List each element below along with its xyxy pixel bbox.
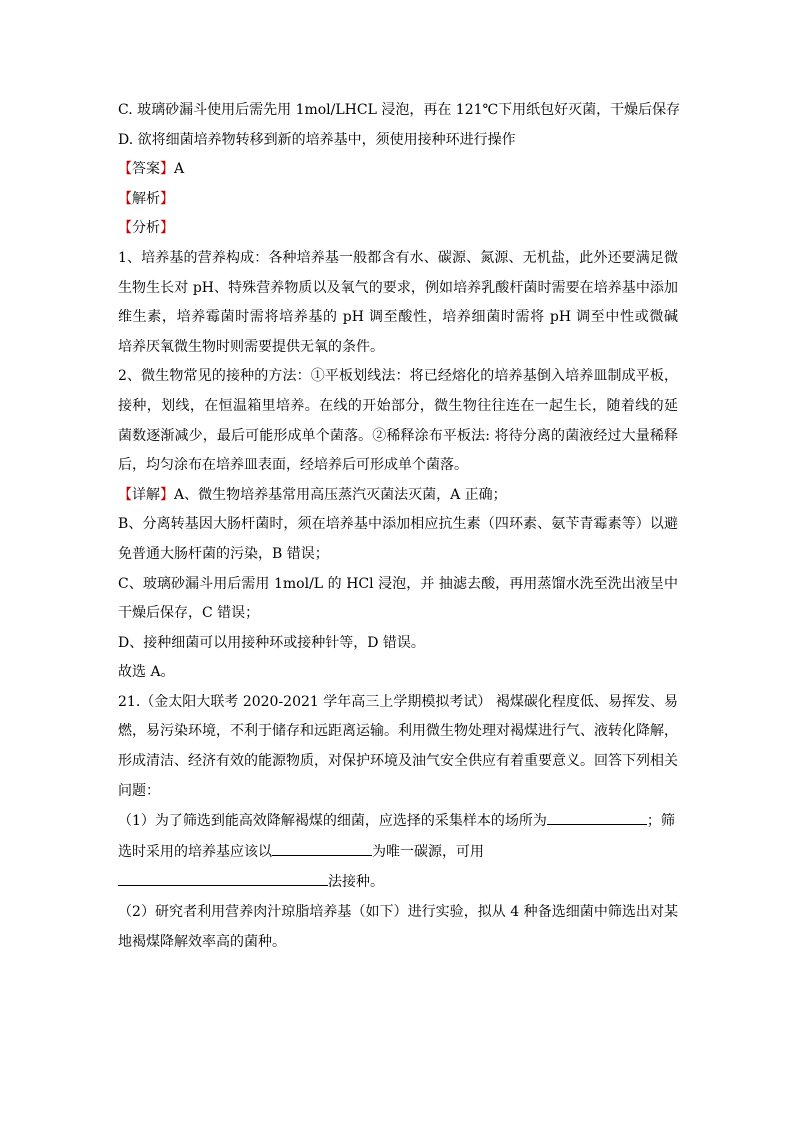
- analysis-p1-line-3: 维生素，培养霉菌时需将培养基的 pH 调至酸性，培养细菌时需将 pH 调至中性或微碱: [118, 309, 678, 326]
- answer-value: A: [174, 161, 185, 178]
- analysis-p2-line-4: 后，均匀涂布在培养皿表面，经培养后可形成单个菌落。: [118, 457, 468, 474]
- detail-a-line: [118, 485, 678, 505]
- fenxi-label-text: 分析: [132, 220, 160, 237]
- analysis-p2-line-3: 菌数逐渐减少，最后可能形成单个菌落。②稀释涂布平板法: 将待分离的菌液经过大量稀释: [118, 427, 678, 444]
- q21-sub1-text-b: ；筛: [646, 813, 675, 830]
- fenxi-heading: [118, 218, 678, 238]
- q21-stem-line-3: 形成清洁、经济有效的能源物质，对保护环境及油气安全供应有着重要意义。回答下列相关: [118, 753, 678, 770]
- option-c: C. 玻璃砂漏斗使用后需先用 1mol/LHCL 浸泡，再在 121℃下用纸包好灭菌，干燥后保存: [118, 102, 681, 118]
- analysis-p1-line-2: 生物生长对 pH、特殊营养物质以及氧气的要求，例如培养乳酸杆菌时需要在培养基中添加: [118, 279, 678, 296]
- analysis-p2-line-1: 2、微生物常见的接种的方法：①平板划线法：将已经熔化的培养基倒入培养皿制成平板，: [118, 368, 678, 385]
- q21-sub1-line-3: [118, 871, 678, 892]
- q21-sub1-text-e: 法接种。: [328, 874, 384, 891]
- detail-label-open: 【: [118, 486, 132, 503]
- answer-blank-1[interactable]: [547, 810, 647, 825]
- detail-c-line-1: C、玻璃砂漏斗用后需用 1mol/L 的 HCl 浸泡，并 抽滤去酸，再用蒸馏水洗至洗出液呈中: [118, 575, 678, 592]
- detail-a-text: A、微生物培养基常用高压蒸汽灭菌法灭菌，A 正确；: [174, 486, 507, 503]
- answer-blank-3[interactable]: [118, 871, 328, 886]
- detail-c-line-2: 干燥后保存，C 错误；: [118, 605, 260, 622]
- detail-label-close: 】: [160, 486, 174, 503]
- detail-b-line-1: B、分离转基因大肠杆菌时，须在培养基中添加相应抗生素（四环素、氨苄青霉素等）以避: [118, 516, 678, 533]
- answer-blank-2[interactable]: [272, 841, 372, 856]
- q21-sub1-line-1: [118, 810, 678, 831]
- analysis-p2-line-2: 接种，划线，在恒温箱里培养。在线的开始部分，微生物往往连在一起生长，随着线的延: [118, 397, 678, 414]
- analysis-label-close: 】: [160, 190, 174, 207]
- option-d: D. 欲将细菌培养物转移到新的培养基中，须使用接种环进行操作: [118, 131, 516, 148]
- answer-line: [118, 159, 678, 179]
- q21-sub2-line-2: 地褐煤降解效率高的菌种。: [118, 933, 286, 950]
- analysis-label-open: 【: [118, 190, 132, 207]
- q21-sub1-line-2: [118, 841, 678, 862]
- document-content: [118, 100, 681, 961]
- analysis-p1-line-1: 1、培养基的营养构成：各种培养基一般都含有水、碳源、氮源、无机盐，此外还要满足微: [118, 249, 678, 266]
- analysis-p1-line-4: 培养厌氧微生物时则需要提供无氧的条件。: [118, 338, 384, 355]
- q21-sub1-text-a: （1）为了筛选到能高效降解褐煤的细菌，应选择的采集样本的场所为: [118, 813, 547, 830]
- detail-d-line: D、接种细菌可以用接种环或接种针等，D 错误。: [118, 634, 425, 651]
- answer-label-text: 答案: [132, 161, 160, 178]
- fenxi-label-close: 】: [160, 220, 174, 237]
- analysis-label-text: 解析: [132, 190, 160, 207]
- answer-label-close: 】: [160, 161, 174, 178]
- q21-sub1-text-d: 为唯一碳源，可用: [372, 843, 484, 860]
- answer-label-open: 【: [118, 161, 132, 178]
- fenxi-label-open: 【: [118, 220, 132, 237]
- q21-stem-line-1: 21.（金太阳大联考 2020-2021 学年高三上学期模拟考试） 褐煤碳化程度低、易挥发、易: [118, 693, 678, 710]
- q21-stem-line-2: 燃，易污染环境，不利于储存和远距离运输。利用微生物处理对褐煤进行气、液转化降解，: [118, 723, 678, 740]
- analysis-heading: [118, 189, 678, 209]
- detail-label-text: 详解: [132, 486, 160, 503]
- q21-sub2-line-1: （2）研究者利用营养肉汁琼脂培养基（如下）进行实验，拟从 4 种备选细菌中筛选出对某: [118, 904, 678, 921]
- q21-stem-line-4: 问题：: [118, 782, 160, 799]
- q21-sub1-text-c: 选时采用的培养基应该以: [118, 843, 272, 860]
- detail-b-line-2: 免普通大肠杆菌的污染，B 错误；: [118, 545, 329, 562]
- detail-conclusion: 故选 A。: [118, 664, 175, 681]
